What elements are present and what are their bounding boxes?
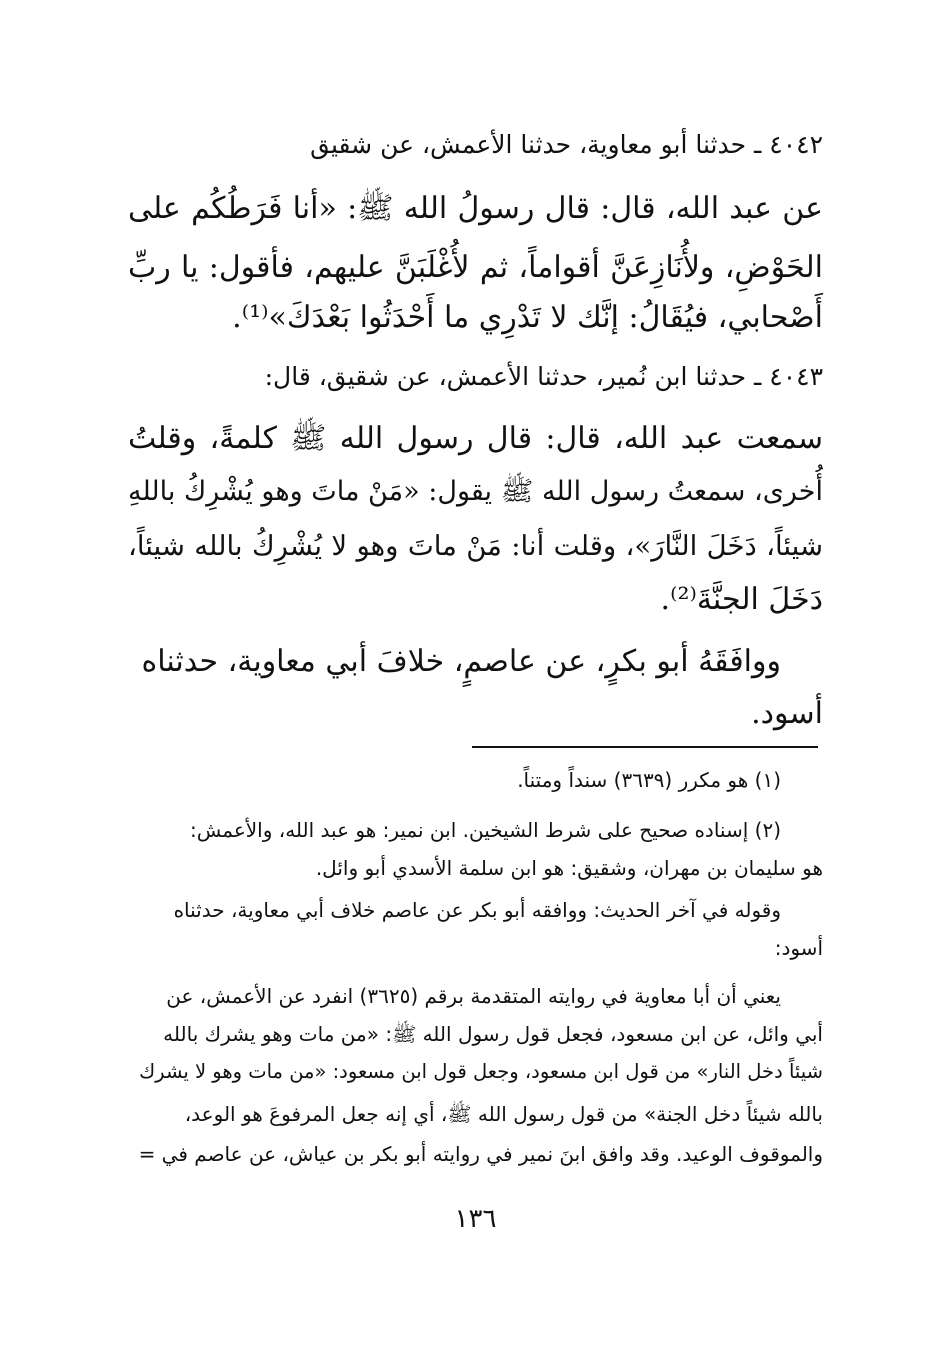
footnote-separator [472, 746, 818, 748]
footnote-2-line-1: (٢) إسناده صحيح على شرط الشيخين. ابن نمير: هو عبد الله، والأعمش: [190, 818, 781, 842]
hadith-4042-text-line-3: أَصْحابي، فيُقَالُ: إنَّك لا تَدْرِي ما أَحْدَثُوا بَعْدَكَ»⁽¹⁾. [232, 300, 823, 335]
hadith-4043-text-line-4: دَخَلَ الجنَّةَ⁽²⁾. [660, 582, 823, 617]
closing-remark-line-1: ووافَقَهُ أبو بكرٍ، عن عاصمٍ، خلافَ أبي معاوية، حدثناه [141, 644, 781, 679]
hadith-4043-text-line-3: شيئاً، دَخَلَ النَّارَ»، وقلت أنا: مَنْ ماتَ وهو لا يُشْرِكُ بالله شيئاً، [128, 530, 823, 562]
footnote-1: (١) هو مكرر (٣٦٣٩) سنداً ومتناً. [517, 768, 781, 792]
footnote-4-line-4: بالله شيئاً دخل الجنة» من قول رسول الله ﷺ، أي إنه جعل المرفوعَ هو الوعد، [184, 1102, 823, 1126]
footnote-4-line-1: يعني أن أبا معاوية في روايته المتقدمة برقم (٣٦٢٥) انفرد عن الأعمش، عن [166, 984, 781, 1008]
hadith-4043-chain: ٤٠٤٣ ـ حدثنا ابن نُمير، حدثنا الأعمش، عن شقيق، قال: [264, 362, 823, 391]
hadith-4043-text-line-2: أُخرى، سمعتُ رسول الله ﷺ يقول: «مَنْ ماتَ وهو يُشْرِكُ باللهِ [128, 476, 823, 507]
footnote-4-line-2: أبي وائل، عن ابن مسعود، فجعل قول رسول الله ﷺ: «من مات وهو يشرك بالله [163, 1022, 823, 1046]
footnote-4-line-3: شيئاً دخل النار» من قول ابن مسعود، وجعل قول ابن مسعود: «من مات وهو لا يشرك [139, 1060, 823, 1083]
footnote-2-line-2: هو سليمان بن مهران، وشقيق: هو ابن سلمة الأسدي أبو وائل. [315, 856, 823, 880]
hadith-4042-text-line-2: الحَوْضِ، ولأُنَازِعَنَّ أقواماً، ثم لأُغْلَبَنَّ عليهم، فأقول: يا ربِّ [128, 250, 823, 285]
page-number: ١٣٦ [454, 1204, 497, 1234]
hadith-4043-text-line-1: سمعت عبد الله، قال: قال رسول الله ﷺ كلمةً، وقلتُ [128, 421, 823, 456]
hadith-4042-chain: ٤٠٤٢ ـ حدثنا أبو معاوية، حدثنا الأعمش، عن شقيق [310, 130, 823, 159]
footnote-3-line-1: وقوله في آخر الحديث: ووافقه أبو بكر عن عاصم خلاف أبي معاوية، حدثناه [173, 898, 781, 922]
hadith-4042-text-line-1: عن عبد الله، قال: قال رسولُ الله ﷺ: «أنا فَرَطُكُم على [128, 191, 823, 226]
footnote-3-line-2: أسود: [774, 936, 823, 960]
footnote-4-line-5: والموقوف الوعيد. وقد وافق ابنَ نمير في روايته أبو بكر بن عياش، عن عاصم في = [138, 1142, 823, 1166]
closing-remark-line-2: أسود. [751, 696, 823, 731]
